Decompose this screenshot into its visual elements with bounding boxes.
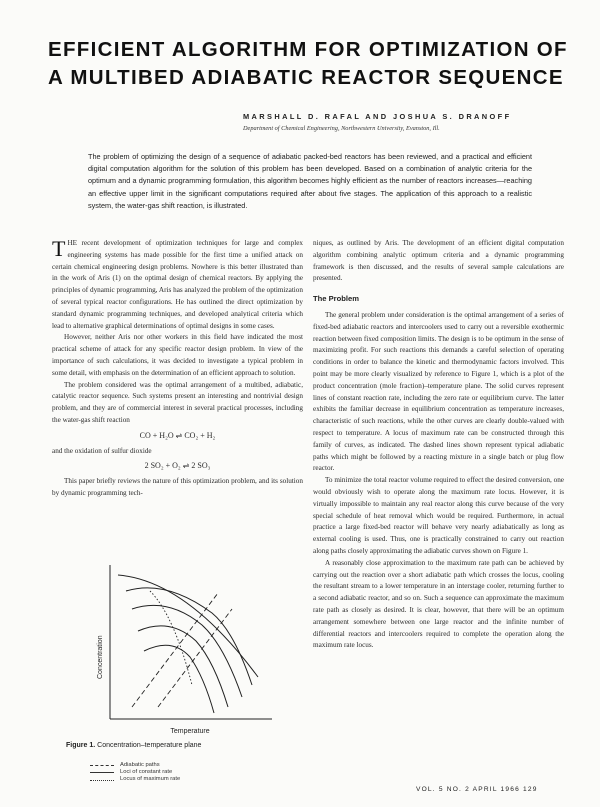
constant-rate-curve: [132, 605, 242, 697]
concentration-temperature-diagram: [62, 557, 292, 753]
paragraph: niques, as outlined by Aris. The development of an efficient digital computation algorithm combining analytic optimum criteria and a dynamic programming framework is then discussed, and the results of several sample calculations are presented.: [313, 239, 564, 283]
figure-caption: [66, 741, 266, 750]
equation-shift-reaction: CO + H₂O ⇌ CO₂ + H₂: [139, 430, 216, 440]
intro-paragraph: [52, 238, 303, 332]
section-heading: The Problem: [313, 294, 359, 304]
adiabatic-path: [132, 593, 218, 707]
paragraph: However, neither Aris nor other workers in this field have indicated the most practical scheme of attack for any specific reactor design problem. In view of the importance of such calculations, it was decided to investigate a typical problem in some detail, with emphasis on the determination of an efficient approach to solution.: [52, 333, 303, 377]
paragraph: The general problem under consideration is the optimal arrangement of a series of fixed-bed adiabatic reactors and intercoolers used to carry out a reversible exothermic reaction between fixed composition limits. The design is to be optimum in the sense of maximizing profit. For such reactions this demands a careful selection of operating conditions in order to balance the kinetic and thermodynamic factors involved. This point may be more clearly visualized by reference to Figure 1, which is a plot of the product concentration (mole fraction)–temperature plane. The solid curves represent lines of constant reaction rate, including the zero rate or equilibrium curve. The latter exhibits the familiar decrease in equilibrium concentration as temperature increases, characteristic of such reactions, while the other curves are clearly double-valued with respect to temperature. A locus of maximum rate can be constructed through this family of curves, as indicated. The dashed lines shown represent typical adiabatic paths which might be followed by a reacting mixture in a single batch or plug flow reactor.: [313, 310, 564, 473]
constant-rate-curve: [126, 588, 252, 685]
abstract: The problem of optimizing the design of a sequence of adiabatic packed-bed reactors has been reviewed, and a practical and efficient digital computation algorithm for the solution of this problem has been developed. Based on a combination of analytic criteria for the optimum and a dynamic programming formulation, this algorithm becomes highly efficient as the number of reactors increases—reaching an effective upper limit in the significant computations required after about five stages. The application of this approach to a realistic system, the water-gas shift reaction, is illustrated.: [88, 152, 532, 210]
legend-item: [90, 762, 260, 769]
figure-label: Figure 1.: [66, 742, 96, 749]
constant-rate-curve: [138, 626, 228, 707]
paragraph: A reasonably close approximation to the maximum rate path can be achieved by carrying out the reaction over a short adiabatic path which crosses the locus, cooling the resultant stream to a lower temperature in an interstage cooler, returning further to a second adiabatic reactor, and so on. Such a sequence can approximate the maximum rate path as closely as desired. It is clear, however, that there will be an optimum arrangement somewhere between one large reactor and the infinite number of differential reactors and intercoolers required to complete the operation along the maximum rate locus.: [313, 558, 564, 650]
legend-label: Loci of constant rate: [120, 769, 173, 776]
page-footer: VOL. 5 NO. 2 APRIL 1966 129: [416, 786, 538, 793]
x-axis-label: Temperature: [170, 728, 210, 735]
legend-swatch: [90, 780, 114, 781]
legend-item: [90, 776, 260, 783]
title-line-2: A MULTIBED ADIABATIC REACTOR SEQUENCE: [48, 66, 564, 89]
title-line-1: EFFICIENT ALGORITHM FOR OPTIMIZATION OF: [48, 38, 568, 61]
paragraph: and the oxidation of sulfur dioxide: [52, 446, 152, 455]
paragraph: To minimize the total reactor volume required to effect the desired conversion, one would obviously wish to operate along the maximum rate locus. However, it is virtually impossible to maintain any real reactor along this curve because of the very special schedule of heat removal which would be required. Furthermore, in actual practice a large fixed-bed reactor will behave very nearly adiabatically as long as external cooling is used. Thus, one is practically constrained to carry out reaction along paths closely approximating the adiabatic curves shown on Figure 1.: [313, 476, 564, 555]
authors: MARSHALL D. RAFAL AND JOSHUA S. DRANOFF: [243, 112, 512, 121]
figure-caption-text: Concentration–temperature plane: [97, 742, 202, 749]
affiliation: Department of Chemical Engineering, Northwestern University, Evanston, Ill.: [243, 125, 440, 132]
equilibrium-curve: [118, 575, 258, 677]
legend-swatch: [90, 765, 114, 766]
left-column: [52, 238, 303, 500]
legend-item: [90, 769, 260, 776]
legend-label: Adiabatic paths: [120, 762, 160, 768]
drop-cap: T: [52, 236, 66, 261]
figure-1: [62, 557, 292, 753]
figure-legend: [90, 762, 260, 784]
y-axis-label: Concentration: [97, 635, 104, 679]
article-title: [48, 36, 568, 92]
paragraph: The problem considered was the optimal arrangement of a multibed, adiabatic, catalytic reactor sequence. Such systems present an interesting and nontrivial design problem, and they are of commercial interest in several practical processes, including the water-gas shift reaction: [52, 380, 303, 424]
paragraph: This paper briefly reviews the nature of this optimization problem, and its solution by dynamic programming tech-: [52, 477, 303, 497]
equation-so2-oxidation: 2 SO₂ + O₂ ⇌ 2 SO₃: [144, 461, 211, 471]
intro-text: HE recent development of optimization techniques for large and complex engineering systems has made possible for the first time a unified attack on certain chemical engineering design problems. Nowhere is this better illustrated than in the work of Aris (1) on the optimal design of chemical reactors. By applying the principles of dynamic programming, Aris has analyzed the problem of the optimization of several typical reactor configurations. He has outlined the direct optimization by standard dynamic programming techniques, and developed analytical criteria which lead to alternative graphical determinations of optimal designs in some cases.: [52, 239, 303, 330]
legend-swatch: [90, 772, 114, 773]
legend-label: Locus of maximum rate: [120, 776, 181, 783]
right-column: [313, 238, 564, 652]
